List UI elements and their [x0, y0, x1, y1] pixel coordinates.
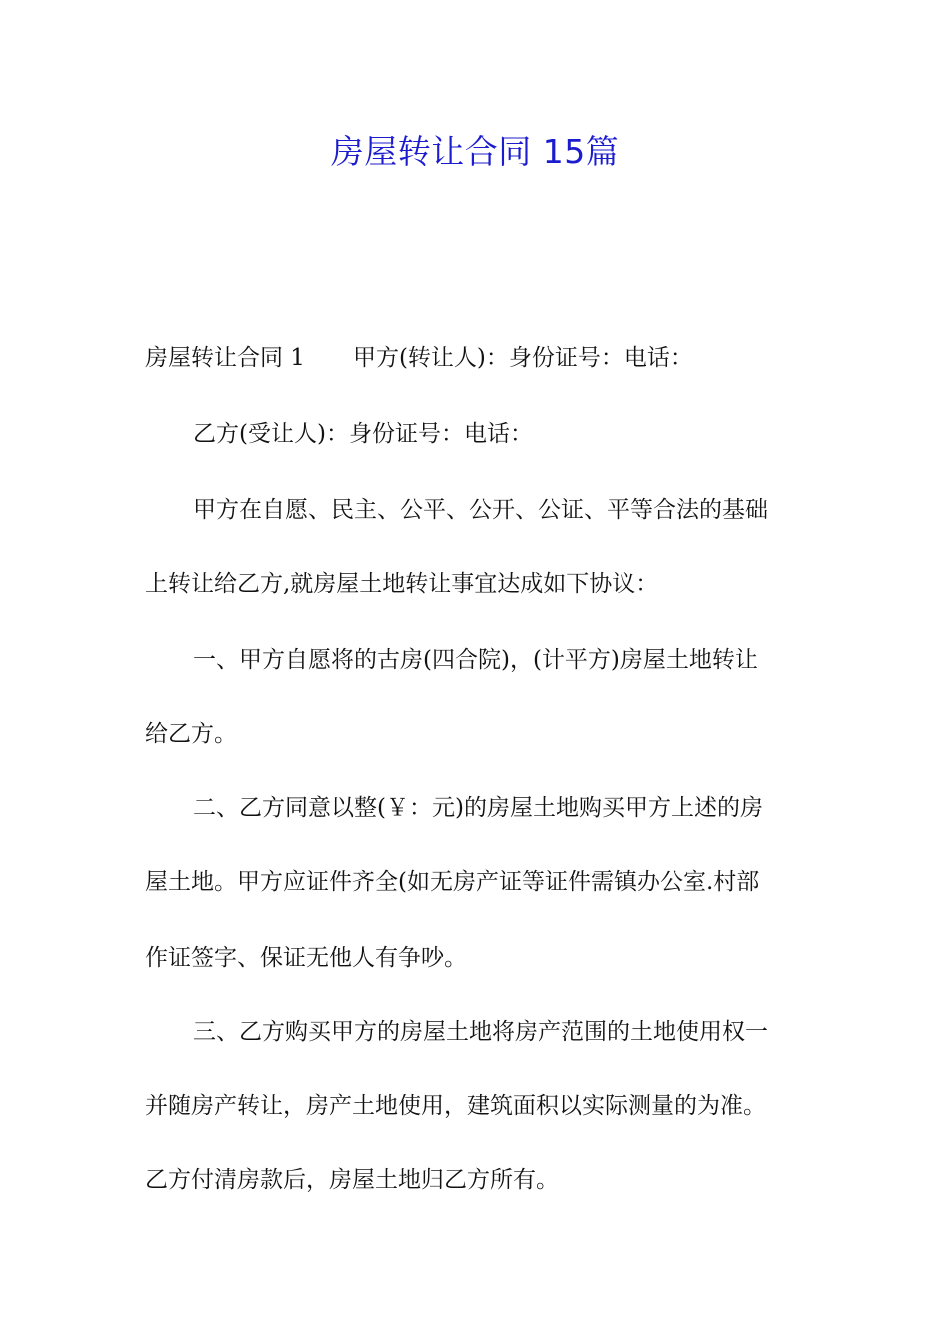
clause-1-line: 一、甲方自愿将的古房(四合院)，(计平方)房屋土地转让	[193, 647, 758, 673]
clause-1-line: 给乙方。	[145, 721, 237, 747]
clause-2-line: 作证签字、保证无他人有争吵。	[145, 945, 467, 971]
clause-3-line: 乙方付清房款后，房屋土地归乙方所有。	[145, 1167, 559, 1193]
paragraph-line: 甲方在自愿、民主、公平、公开、公证、平等合法的基础	[193, 497, 768, 523]
paragraph-line: 上转让给乙方,就房屋土地转让事宜达成如下协议：	[145, 571, 659, 597]
clause-3-line: 并随房产转让，房产土地使用，建筑面积以实际测量的为准。	[145, 1093, 766, 1119]
contract-heading-line	[145, 338, 693, 378]
clause-2-line: 二、乙方同意以整(￥：元)的房屋土地购买甲方上述的房	[193, 795, 763, 821]
contract-number-label: 房屋转让合同 1	[145, 345, 305, 371]
party-b-info: 乙方(受让人)：身份证号：电话：	[193, 421, 533, 447]
document-title: 房屋转让合同 15篇	[330, 132, 620, 171]
clause-2-line: 屋土地。甲方应证件齐全(如无房产证等证件需镇办公室.村部	[145, 869, 760, 895]
party-a-info: 甲方(转让人)：身份证号：电话：	[352, 345, 693, 371]
clause-3-line: 三、乙方购买甲方的房屋土地将房产范围的土地使用权一	[193, 1019, 768, 1045]
